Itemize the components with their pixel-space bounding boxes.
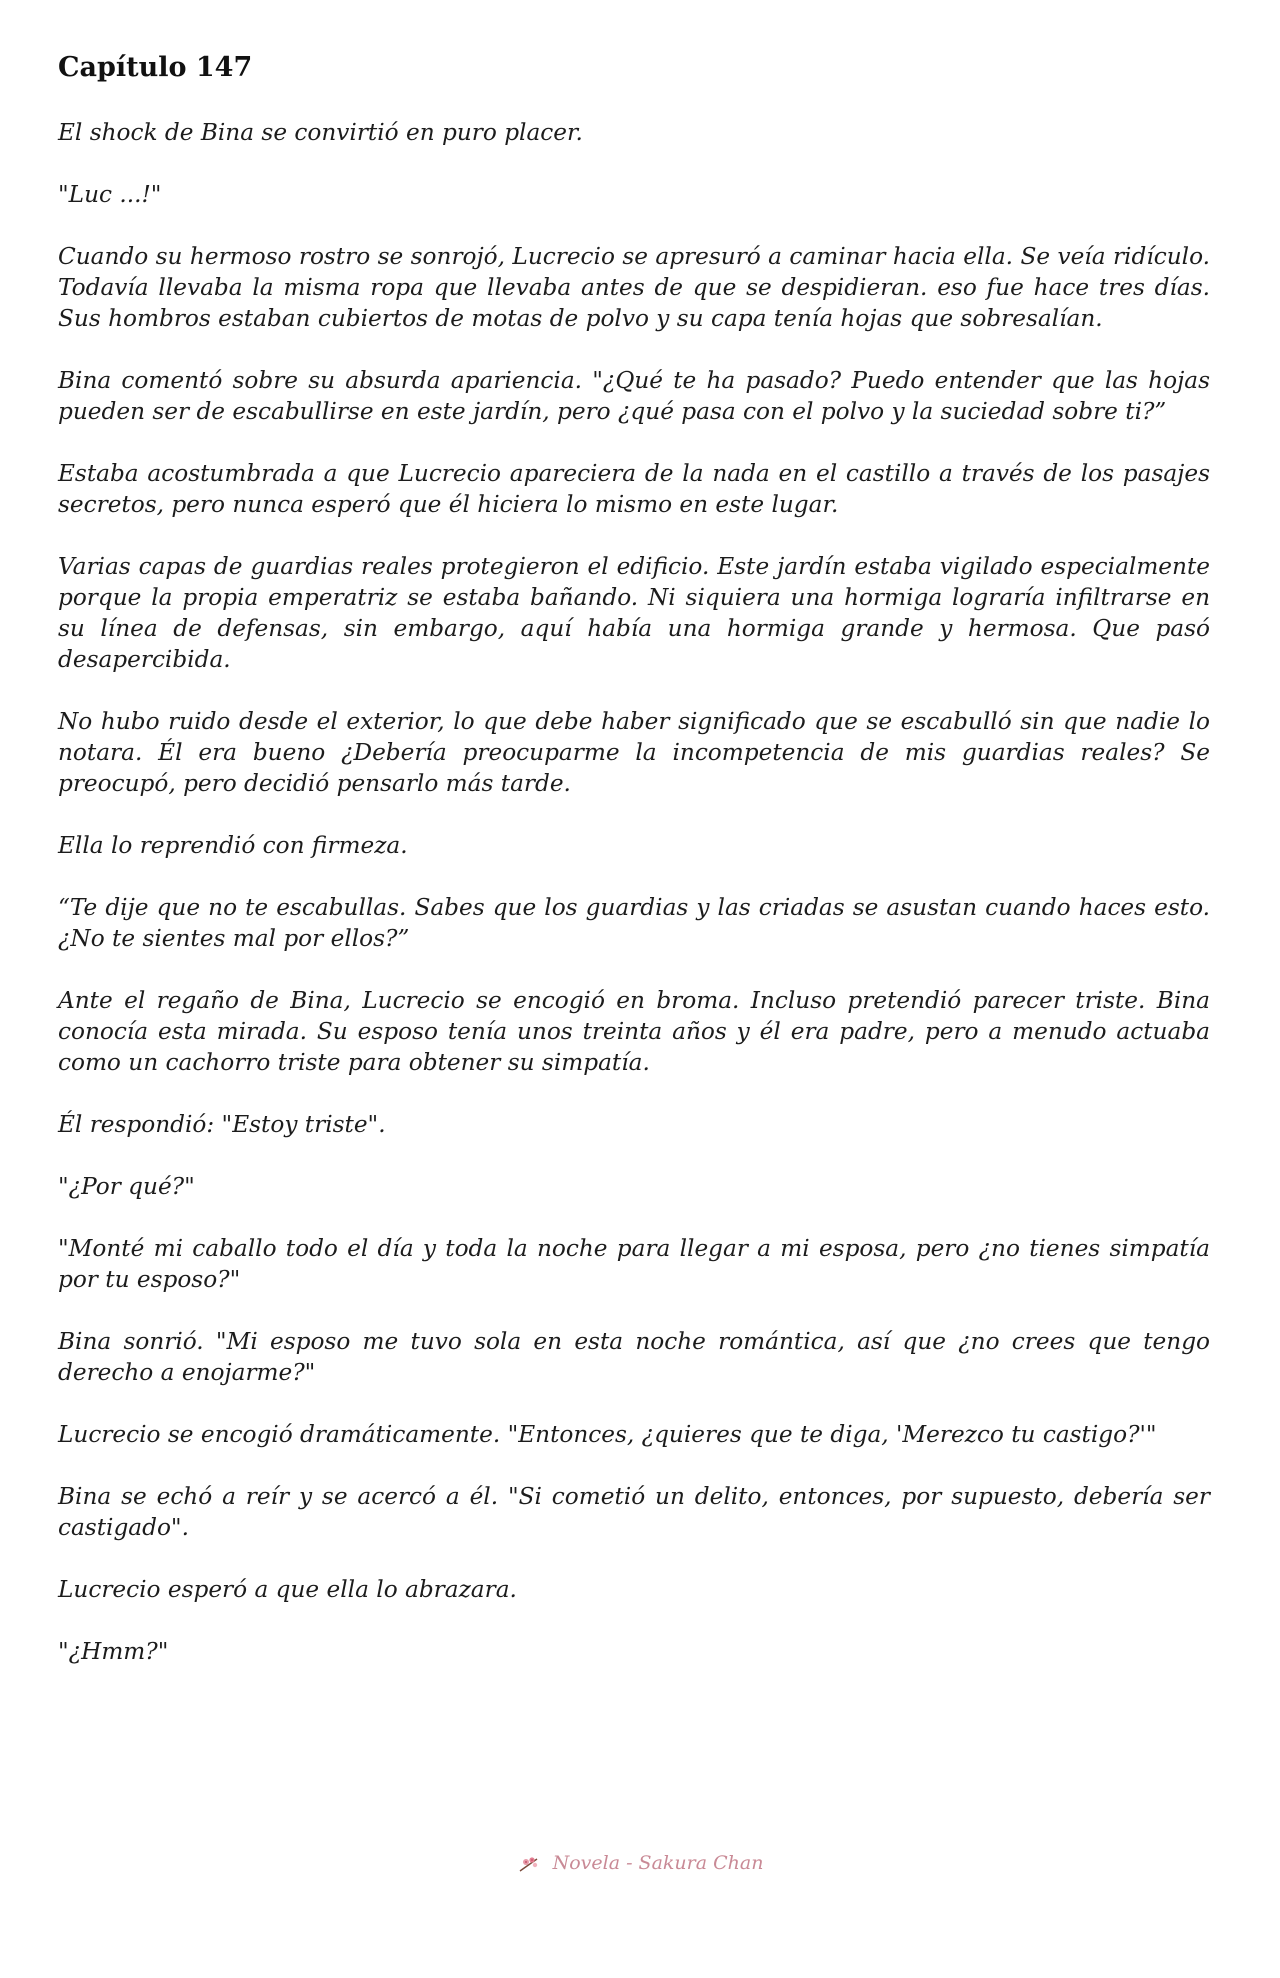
paragraph: Estaba acostumbrada a que Lucrecio apareciera de la nada en el castillo a través de los pasajes secretos, pero nunca esperó que él hiciera lo mismo en este lugar. (58, 460, 1210, 518)
paragraph: No hubo ruido desde el exterior, lo que debe haber significado que se escabulló sin que nadie lo notara. Él era bueno ¿Debería preocuparme la incompetencia de mis guardias reales? Se preocupó, pero decidió pensarlo más tarde. (58, 708, 1210, 797)
paragraph: El shock de Bina se convirtió en puro placer. (58, 119, 583, 146)
chapter-body (58, 117, 1210, 1667)
paragraph: Ella lo reprendió con firmeza. (58, 832, 408, 859)
paragraph: Bina sonrió. "Mi esposo me tuvo sola en esta noche romántica, así que ¿no crees que tengo derecho a enojarme?" (58, 1328, 1210, 1386)
paragraph: Bina se echó a reír y se acercó a él. "Si cometió un delito, entonces, por supuesto, debería ser castigado". (58, 1483, 1210, 1541)
paragraph: Él respondió: "Estoy triste". (58, 1111, 386, 1138)
paragraph: "Monté mi caballo todo el día y toda la noche para llegar a mi esposa, pero ¿no tienes simpatía por tu esposo?" (58, 1235, 1210, 1293)
paragraph: Varias capas de guardias reales protegieron el edificio. Este jardín estaba vigilado especialmente porque la propia emperatriz se estaba bañando. Ni siquiera una hormiga lograría infiltrarse en su línea de defensas, sin embargo, aquí había una hormiga grande y hermosa. Que pasó desapercibida. (58, 553, 1210, 673)
paragraph: "¿Por qué?" (58, 1173, 195, 1200)
paragraph: Bina comentó sobre su absurda apariencia. "¿Qué te ha pasado? Puedo entender que las hojas pueden ser de escabullirse en este jardín, pero ¿qué pasa con el polvo y la suciedad sobre ti?” (58, 367, 1210, 425)
paragraph: "¿Hmm?" (58, 1638, 169, 1665)
paragraph: Cuando su hermoso rostro se sonrojó, Lucrecio se apresuró a caminar hacia ella. Se veía ridículo. Todavía llevaba la misma ropa que llevaba antes de que se despidieran. eso fue hace tres días. Sus hombros estaban cubiertos de motas de polvo y su capa tenía hojas que sobresalían. (58, 243, 1210, 332)
watermark-footer (0, 1852, 1280, 1874)
paragraph: “Te dije que no te escabullas. Sabes que los guardias y las criadas se asustan cuando haces esto. ¿No te sientes mal por ellos?” (58, 894, 1210, 952)
chapter-title: Capítulo 147 (58, 52, 253, 83)
cherry-blossom-icon (517, 1854, 541, 1874)
watermark-text: Novela - Sakura Chan (552, 1852, 764, 1874)
chapter-page (58, 52, 1210, 1698)
paragraph: Lucrecio se encogió dramáticamente. "Entonces, ¿quieres que te diga, 'Merezco tu castigo?'" (58, 1421, 1157, 1448)
paragraph: "Luc ...!" (58, 181, 162, 208)
paragraph: Lucrecio esperó a que ella lo abrazara. (58, 1576, 517, 1603)
paragraph: Ante el regaño de Bina, Lucrecio se encogió en broma. Incluso pretendió parecer triste. Bina conocía esta mirada. Su esposo tenía unos treinta años y él era padre, pero a menudo actuaba como un cachorro triste para obtener su simpatía. (58, 987, 1210, 1076)
